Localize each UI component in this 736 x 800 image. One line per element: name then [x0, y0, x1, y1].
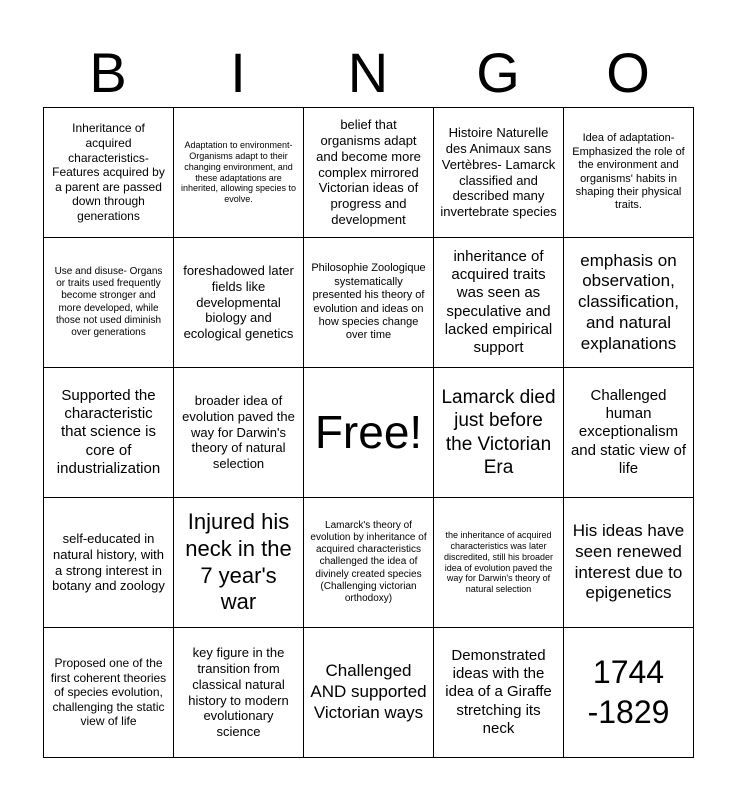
- header-letter-i: I: [230, 41, 246, 104]
- free-space-cell[interactable]: Free!: [304, 368, 434, 498]
- board-row: [44, 238, 694, 368]
- bingo-cell[interactable]: the inheritance of acquired characteristics was later discredited, still his broader idea of evolution paved the way for Darwin's theory of natural selection: [434, 498, 564, 628]
- bingo-header: [43, 40, 693, 106]
- header-letter-o: O: [606, 41, 650, 104]
- bingo-cell[interactable]: 1744 -1829: [564, 628, 694, 758]
- board-row: [44, 498, 694, 628]
- bingo-cell[interactable]: Philosophie Zoologique systematically presented his theory of evolution and ideas on how species change over time: [304, 238, 434, 368]
- bingo-cell[interactable]: Idea of adaptation- Emphasized the role of the environment and organisms' habits in shaping their physical traits.: [564, 108, 694, 238]
- bingo-cell[interactable]: Supported the characteristic that science is core of industrialization: [44, 368, 174, 498]
- bingo-cell[interactable]: Demonstrated ideas with the idea of a Giraffe stretching its neck: [434, 628, 564, 758]
- bingo-cell[interactable]: key figure in the transition from classical natural history to modern evolutionary science: [174, 628, 304, 758]
- bingo-board: [43, 107, 694, 758]
- board-row: [44, 628, 694, 758]
- bingo-cell[interactable]: Lamarck's theory of evolution by inheritance of acquired characteristics challenged the idea of divinely created species (Challenging victorian orthodoxy): [304, 498, 434, 628]
- header-letter-n: N: [347, 41, 389, 104]
- bingo-cell[interactable]: inheritance of acquired traits was seen as speculative and lacked empirical support: [434, 238, 564, 368]
- bingo-cell[interactable]: His ideas have seen renewed interest due to epigenetics: [564, 498, 694, 628]
- header-letter-b: B: [89, 41, 127, 104]
- bingo-cell[interactable]: self-educated in natural history, with a strong interest in botany and zoology: [44, 498, 174, 628]
- bingo-cell[interactable]: Lamarck died just before the Victorian Era: [434, 368, 564, 498]
- bingo-cell[interactable]: foreshadowed later fields like developmental biology and ecological genetics: [174, 238, 304, 368]
- bingo-cell[interactable]: Challenged AND supported Victorian ways: [304, 628, 434, 758]
- bingo-cell[interactable]: Use and disuse- Organs or traits used frequently become stronger and more developed, while those not used diminish over generations: [44, 238, 174, 368]
- bingo-cell[interactable]: broader idea of evolution paved the way for Darwin's theory of natural selection: [174, 368, 304, 498]
- bingo-cell[interactable]: Adaptation to environment- Organisms adapt to their changing environment, and these adaptations are inherited, allowing species to evolve.: [174, 108, 304, 238]
- bingo-cell[interactable]: Proposed one of the first coherent theories of species evolution, challenging the static view of life: [44, 628, 174, 758]
- bingo-cell[interactable]: Histoire Naturelle des Animaux sans Vertèbres- Lamarck classified and described many invertebrate species: [434, 108, 564, 238]
- bingo-cell[interactable]: emphasis on observation, classification, and natural explanations: [564, 238, 694, 368]
- bingo-cell[interactable]: Challenged human exceptionalism and static view of life: [564, 368, 694, 498]
- board-row: [44, 108, 694, 238]
- bingo-cell[interactable]: belief that organisms adapt and become more complex mirrored Victorian ideas of progress and development: [304, 108, 434, 238]
- bingo-cell[interactable]: Inheritance of acquired characteristics- Features acquired by a parent are passed down through generations: [44, 108, 174, 238]
- header-letter-g: G: [476, 41, 520, 104]
- bingo-cell[interactable]: Injured his neck in the 7 year's war: [174, 498, 304, 628]
- board-row: [44, 368, 694, 498]
